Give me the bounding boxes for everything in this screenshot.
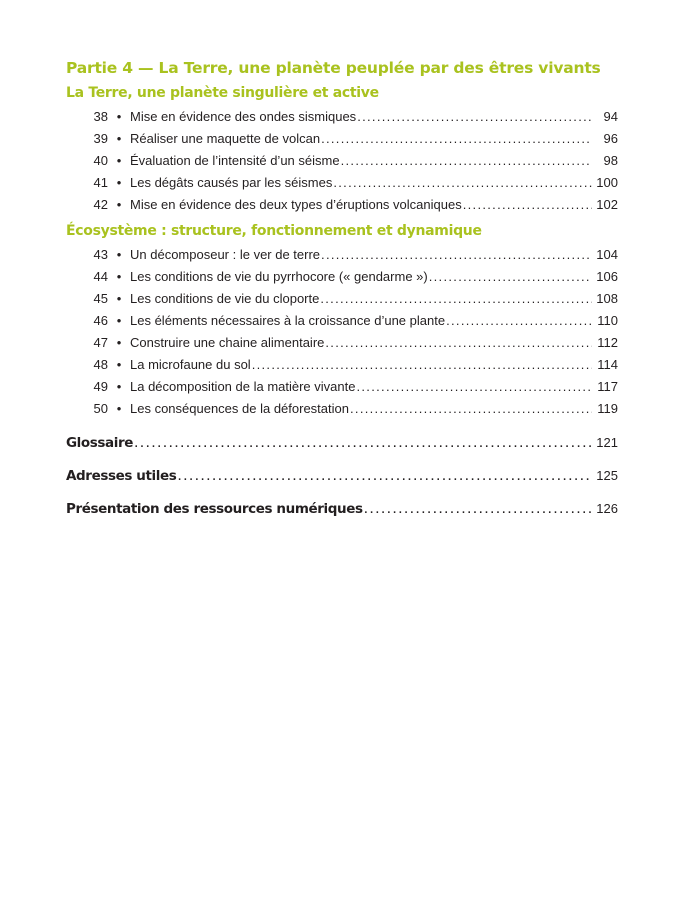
dot-leader — [333, 172, 592, 194]
section-terre-planete — [66, 84, 618, 216]
part-title: Partie 4 — La Terre, une planète peuplée par des êtres vivants — [66, 59, 601, 77]
toc-entry[interactable] — [66, 354, 618, 376]
dot-leader — [463, 194, 592, 216]
entry-number: 46 — [93, 313, 108, 328]
entry-page: 98 — [603, 153, 618, 168]
entry-page: 112 — [597, 335, 618, 350]
toc-entry-adresses[interactable] — [66, 459, 618, 492]
dot-leader — [446, 310, 592, 332]
dot-leader — [320, 288, 592, 310]
entry-label: Évaluation de l’intensité d’un séisme — [130, 153, 340, 168]
toc-entry[interactable] — [66, 172, 618, 194]
entry-number: 40 — [93, 153, 108, 168]
entry-list — [66, 106, 618, 216]
entry-page: 104 — [596, 247, 618, 262]
toc-entry[interactable] — [66, 194, 618, 216]
entry-page: 114 — [597, 357, 618, 372]
entry-page: 108 — [596, 291, 618, 306]
entry-label: Adresses utiles — [66, 468, 177, 484]
dot-leader — [357, 106, 592, 128]
bullet-icon: • — [116, 153, 122, 168]
bullet-icon: • — [116, 357, 122, 372]
section-title: La Terre, une planète singulière et active — [66, 85, 379, 101]
back-matter-list — [66, 426, 618, 525]
toc-entry[interactable] — [66, 398, 618, 420]
entry-page: 102 — [596, 197, 618, 212]
toc-entry[interactable] — [66, 128, 618, 150]
entry-list — [66, 244, 618, 420]
dot-leader — [364, 492, 592, 525]
dot-leader — [341, 150, 592, 172]
entry-number: 38 — [93, 109, 108, 124]
entry-label: Glossaire — [66, 435, 134, 451]
entry-label: Construire une chaine alimentaire — [130, 335, 325, 350]
toc-entry[interactable] — [66, 266, 618, 288]
entry-page: 121 — [596, 435, 618, 450]
entry-number: 47 — [93, 335, 108, 350]
entry-number: 49 — [93, 379, 108, 394]
dot-leader — [134, 426, 592, 459]
entry-page: 100 — [596, 175, 618, 190]
dot-leader — [177, 459, 592, 492]
toc-entry[interactable] — [66, 310, 618, 332]
dot-leader — [429, 266, 592, 288]
entry-label: Les dégâts causés par les séismes — [130, 175, 333, 190]
dot-leader — [321, 244, 592, 266]
entry-label: La décomposition de la matière vivante — [130, 379, 356, 394]
entry-number: 42 — [93, 197, 108, 212]
entry-label: Présentation des ressources numériques — [66, 501, 363, 517]
dot-leader — [321, 128, 592, 150]
entry-page: 126 — [596, 501, 618, 516]
entry-page: 110 — [597, 313, 618, 328]
entry-page: 117 — [597, 379, 618, 394]
toc-entry-glossaire[interactable] — [66, 426, 618, 459]
entry-label: Les éléments nécessaires à la croissance d’une plante — [130, 313, 446, 328]
bullet-icon: • — [116, 401, 122, 416]
entry-page: 94 — [603, 109, 618, 124]
toc-entry[interactable] — [66, 288, 618, 310]
entry-page: 119 — [597, 401, 618, 416]
dot-leader — [356, 376, 592, 398]
entry-label: La microfaune du sol — [130, 357, 251, 372]
dot-leader — [252, 354, 592, 376]
toc-entry[interactable] — [66, 244, 618, 266]
entry-label: Mise en évidence des deux types d’éruptions volcaniques — [130, 197, 462, 212]
toc-entry[interactable] — [66, 150, 618, 172]
entry-number: 45 — [93, 291, 108, 306]
toc-entry[interactable] — [66, 376, 618, 398]
section-ecosysteme — [66, 222, 618, 420]
toc-entry[interactable] — [66, 332, 618, 354]
entry-number: 43 — [93, 247, 108, 262]
entry-label: Un décomposeur : le ver de terre — [130, 247, 321, 262]
dot-leader — [350, 398, 592, 420]
table-of-contents — [66, 58, 618, 525]
toc-entry[interactable] — [66, 106, 618, 128]
bullet-icon: • — [116, 197, 122, 212]
bullet-icon: • — [116, 109, 122, 124]
entry-label: Réaliser une maquette de volcan — [130, 131, 321, 146]
entry-label: Les conditions de vie du cloporte — [130, 291, 320, 306]
bullet-icon: • — [116, 335, 122, 350]
entry-number: 44 — [93, 269, 108, 284]
entry-number: 39 — [93, 131, 108, 146]
section-title: Écosystème : structure, fonctionnement et dynamique — [66, 223, 482, 239]
entry-number: 50 — [93, 401, 108, 416]
bullet-icon: • — [116, 131, 122, 146]
bullet-icon: • — [116, 269, 122, 284]
entry-label: Les conséquences de la déforestation — [130, 401, 349, 416]
entry-label: Mise en évidence des ondes sismiques — [130, 109, 357, 124]
dot-leader — [325, 332, 592, 354]
bullet-icon: • — [116, 313, 122, 328]
entry-page: 96 — [603, 131, 618, 146]
entry-number: 48 — [93, 357, 108, 372]
entry-label: Les conditions de vie du pyrrhocore (« gendarme ») — [130, 269, 428, 284]
bullet-icon: • — [116, 247, 122, 262]
bullet-icon: • — [116, 291, 122, 306]
toc-entry-ressources[interactable] — [66, 492, 618, 525]
entry-number: 41 — [93, 175, 108, 190]
entry-page: 106 — [596, 269, 618, 284]
entry-page: 125 — [596, 468, 618, 483]
bullet-icon: • — [116, 175, 122, 190]
bullet-icon: • — [116, 379, 122, 394]
